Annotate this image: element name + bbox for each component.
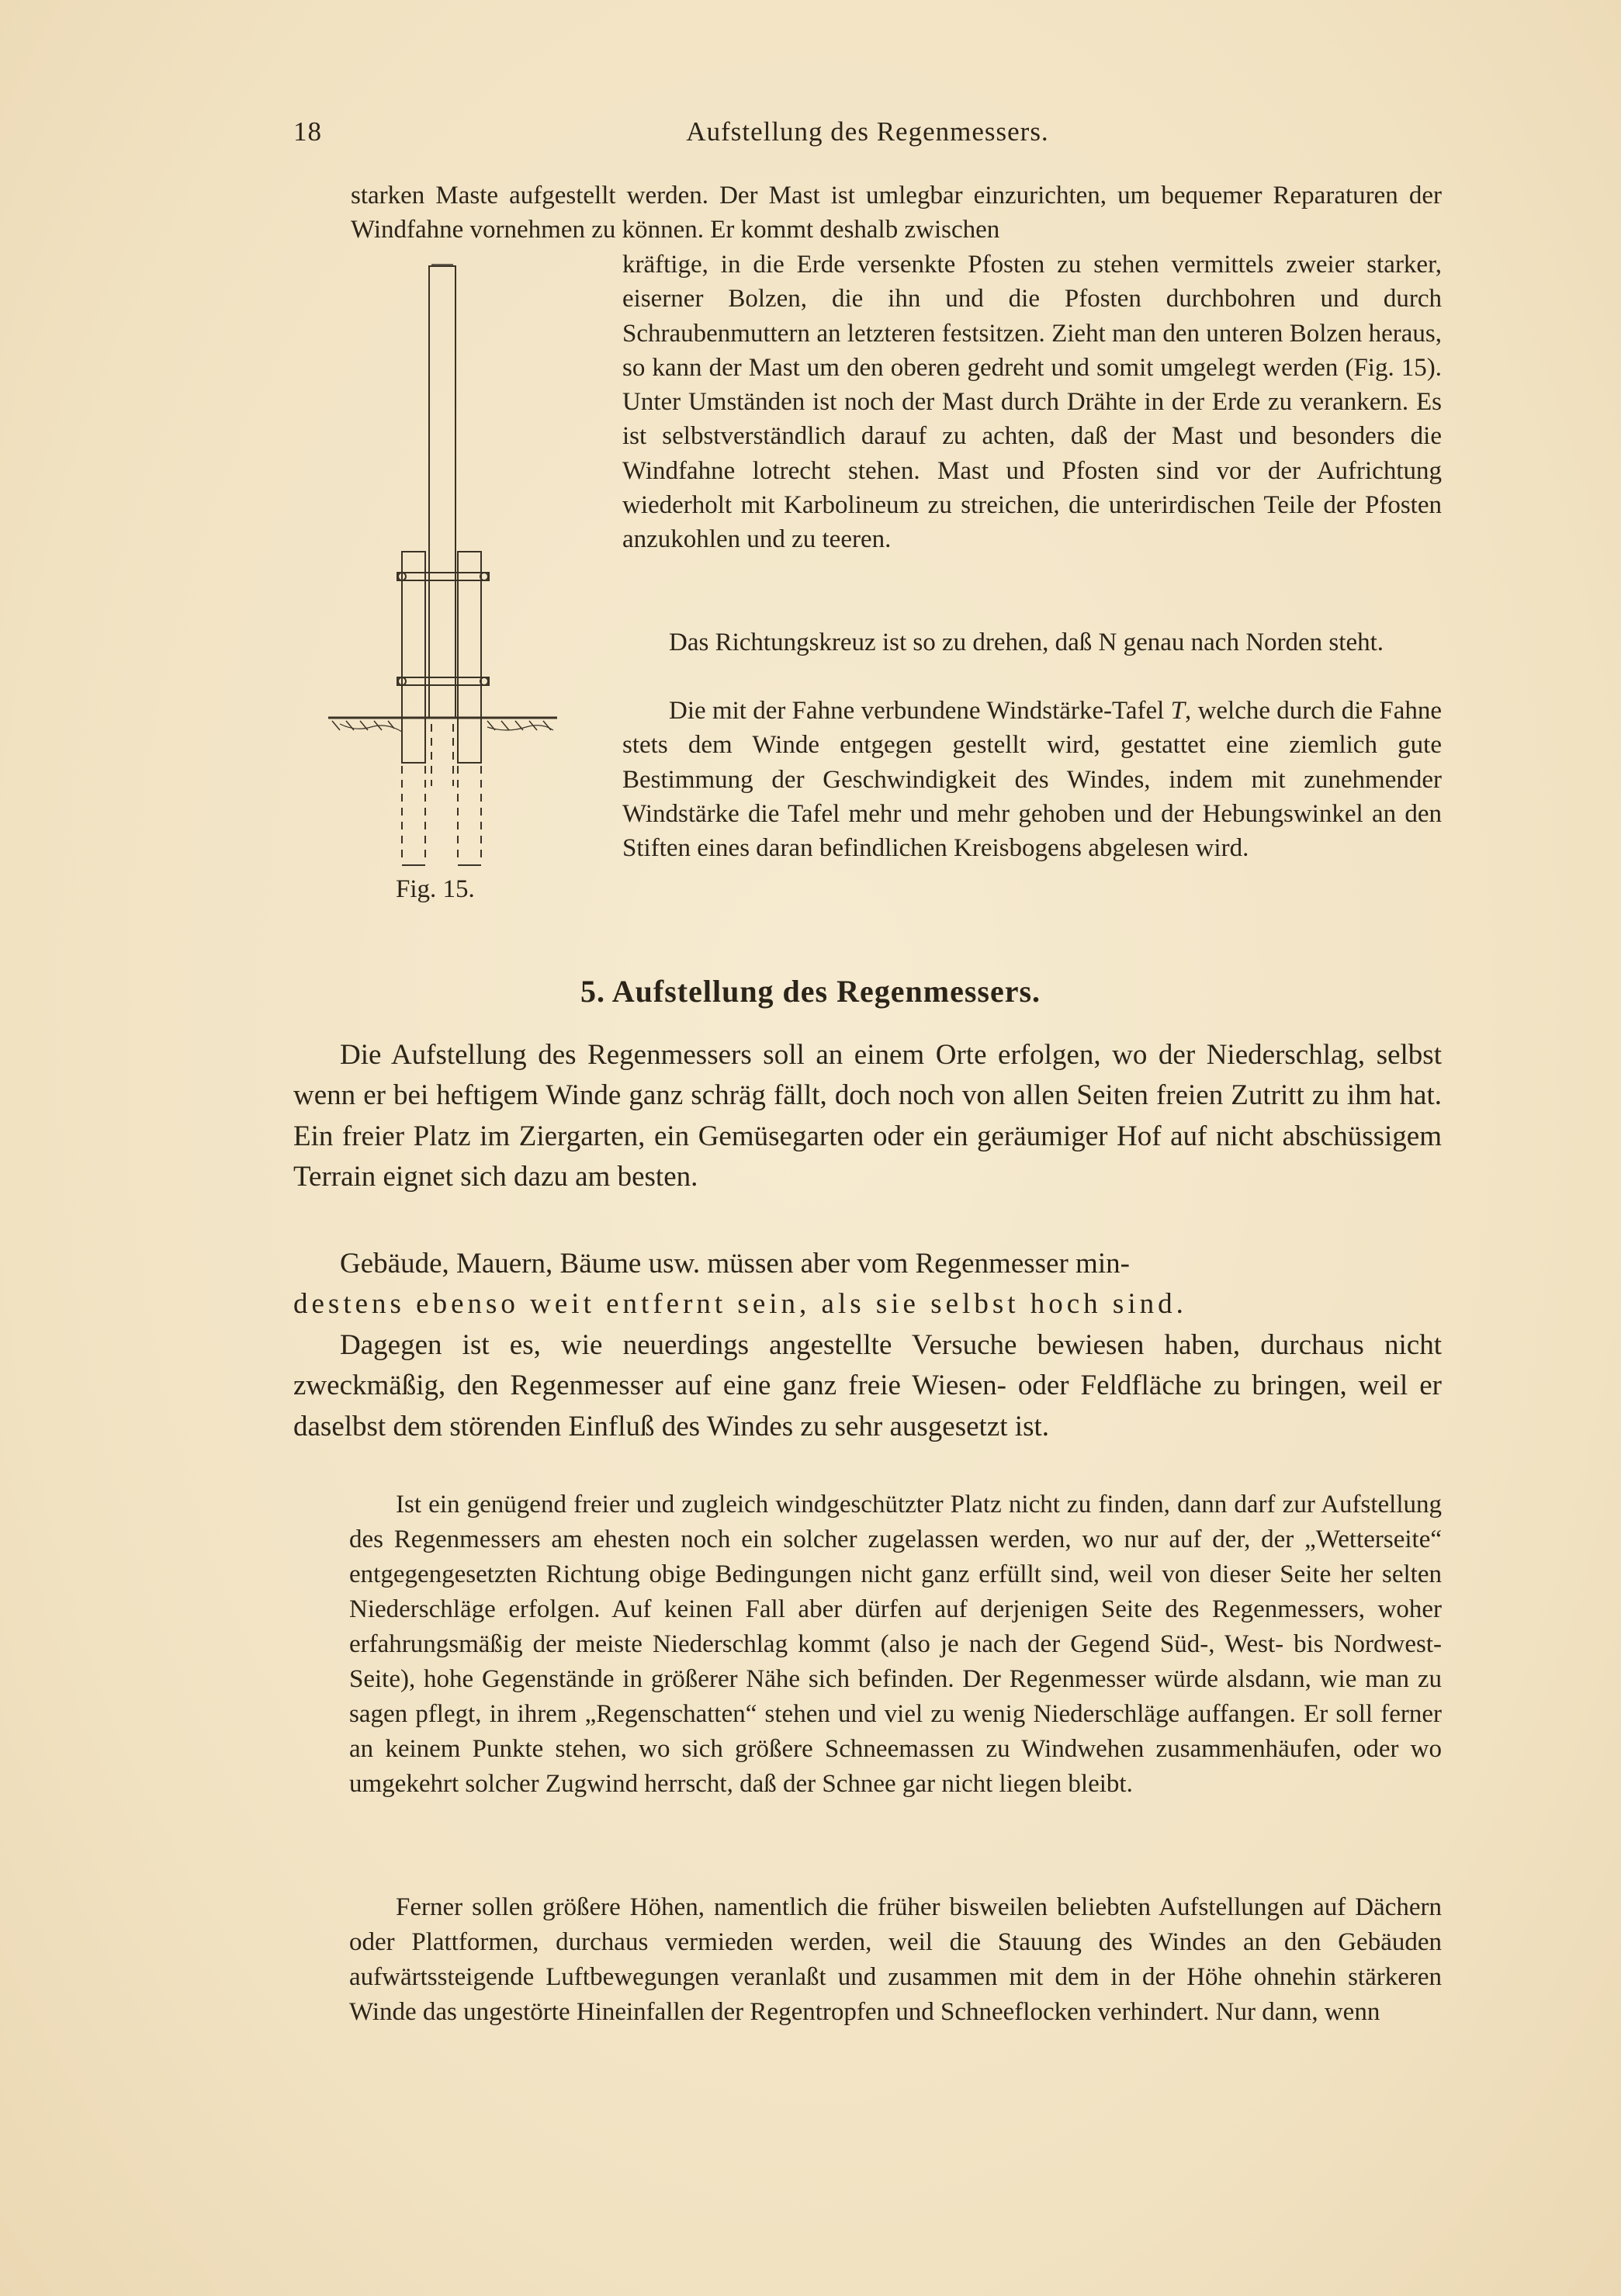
running-title: Aufstellung des Regenmessers. xyxy=(686,116,1049,147)
mast-paragraph: kräftige, in die Erde versenkte Pfosten zu stehen vermittels zweier starker, eiserner Bolzen, die ihn und die Pfosten durchbohren und durch Schraubenmuttern an letzteren festsitzen. Zieht man den unteren Bolzen heraus, so kann der Mast um den oberen gedreht und somit umgelegt werden (Fig. 15). Unter Umständen ist noch der Mast durch Drähte in der Erde zu verankern. Es ist selbstverständlich darauf zu achten, daß der Mast und besonders die Windfahne lotrecht stehen. Mast und Pfosten sind vor der Aufrichtung wiederholt mit Karbolineum zu streichen, die unterirdischen Teile der Pfosten anzukohlen und zu teeren. xyxy=(622,251,1442,554)
intro-paragraph: starken Maste aufgestellt werden. Der Mast ist umlegbar einzurichten, um bequemer Reparaturen der Windfahne vornehmen zu können. Er kommt deshalb zwischen xyxy=(351,182,1442,244)
section-paragraph-2-line-2: destens ebenso weit entfernt sein, als sie selbst hoch sind. xyxy=(293,1288,1187,1321)
section-paragraph-2 xyxy=(293,1244,1442,1325)
windstaerke-paragraph xyxy=(622,694,1442,865)
left-post-shape xyxy=(402,552,425,763)
section-heading: 5. Aufstellung des Regenmessers. xyxy=(580,974,1041,1009)
page-header xyxy=(293,116,1442,155)
section-paragraph-4: Ist ein genügend freier und zugleich windgeschützter Platz nicht zu finden, dann darf zur Aufstellung des Regenmessers am ehesten noch ein solcher zugelassen werden, wo nur auf der, der „Wetterseite“ entgegengesetzten Richtung obige Bedingungen nicht ganz erfüllt sind, weil von dieser Seite her selten Niederschläge erfolgen. Auf keinen Fall aber dürfen auf derjenigen Seite des Regenmessers, woher erfahrungsmäßig der meiste Niederschlag kommt (also je nach der Gegend Süd-, West- bis Nordwest-Seite), hohe Gegenstände in größerer Nähe sich befinden. Der Regenmesser würde alsdann, wie man zu sagen pflegt, in ihrem „Regenschatten“ stehen und viel zu wenig Niederschläge auffangen. Er soll ferner an keinem Punkte stehen, wo sich größere Schneemassen zu Windwehen zusammenhäufen, oder wo umgekehrt solcher Zugwind herrscht, daß der Schnee gar nicht liegen bleibt. xyxy=(349,1491,1442,1798)
upper-bolt-shape xyxy=(397,573,489,580)
section-paragraph-2-line-1: Gebäude, Mauern, Bäume usw. müssen aber vom Regenmesser min- xyxy=(340,1248,1130,1280)
richtungskreuz-paragraph: Das Richtungskreuz ist so zu drehen, daß N genau nach Norden steht. xyxy=(669,629,1384,656)
lower-bolt-shape xyxy=(397,677,489,685)
windstaerke-text-b: , welche durch die Fahne stets dem Winde entgegen gestellt wird, gestattet eine ziemlich gute Bestimmung der Geschwindigkeit des Windes, indem mit zunehmender Windstärke die Tafel mehr und mehr gehoben und der Hebungswinkel an den Stiften eines daran befindlichen Kreisbogens abgelesen wird. xyxy=(622,697,1442,863)
figure-mast-illustration xyxy=(324,258,573,910)
windstaerke-text-a: Die mit der Fahne verbundene Windstärke-Tafel xyxy=(669,697,1171,725)
mast-shape xyxy=(429,266,455,718)
section-paragraph-5: Ferner sollen größere Höhen, namentlich die früher bisweilen beliebten Aufstellungen auf Dächern oder Plattformen, durchaus vermieden werden, weil die Stauung des Windes an den Gebäuden aufwärtssteigende Luftbewegungen veranlaßt und zusammen mit dem in der Höhe ohnehin stärkeren Winde das ungestörte Hineinfallen der Regentropfen und Schneeflocken verhindert. Nur dann, wenn xyxy=(349,1893,1442,2026)
right-post-shape xyxy=(458,552,481,763)
windstaerke-tafel-symbol: T xyxy=(1170,697,1186,725)
section-paragraph-3: Dagegen ist es, wie neuerdings angestellte Versuche bewiesen haben, durchaus nicht zweckmäßig, den Regenmesser auf eine ganz freie Wiesen- oder Feldfläche zu bringen, weil er daselbst dem störenden Einfluß des Windes zu sehr ausgesetzt ist. xyxy=(293,1329,1442,1442)
figure-caption: Fig. 15. xyxy=(396,875,475,903)
section-paragraph-1: Die Aufstellung des Regenmessers soll an einem Orte erfolgen, wo der Niederschlag, selbst wenn er bei heftigem Winde ganz schräg fällt, doch noch von allen Seiten freien Zutritt zu ihm hat. Ein freier Platz im Ziergarten, ein Gemüsegarten oder ein geräumiger Hof auf nicht abschüssigem Terrain eignet sich dazu am besten. xyxy=(293,1039,1442,1193)
page-number: 18 xyxy=(293,116,322,147)
